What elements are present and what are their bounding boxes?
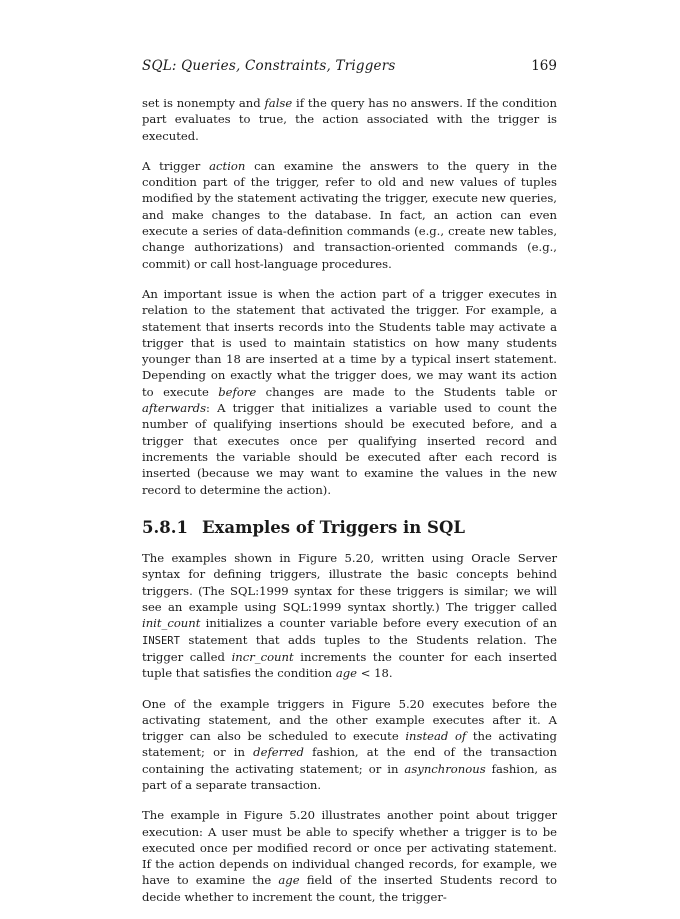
code-keyword: INSERT: [142, 634, 180, 647]
text-run: fashion, at the end of the transaction containing the activating statement; or in: [142, 745, 558, 776]
text-run: An important issue is when the action part of a trigger executes in relation to the statement that activated the trigger. For example, a statement that inserts records into the Students table may activate a trigger that is used to maintain statistics on how many students younger than 18 are inserted at a time by a typical insert statement. Depending on exactly what the trigger does, we may want its action to execute: [142, 286, 557, 399]
text-run: field of the inserted Students record to decide whether to increment the count, the trigger-: [142, 873, 558, 904]
text-run: can examine the answers to the query in the condition part of the trigger, refer to old and new values of tuples modified by the statement activating the trigger, execute new queries, and make changes to the database. In fact, an action can even execute a series of data-definition commands (e.g., create new tables, change authorizations) and transaction-oriented commands (e.g., commit) or call host-language procedures.: [142, 158, 558, 271]
emphasis: init_count: [142, 616, 201, 631]
text-run: if the query has no answers. If the condition part evaluates to true, the action associated with the trigger is executed.: [142, 96, 557, 143]
text-run: A trigger: [142, 158, 210, 173]
text-run: increments the counter for each inserted tuple that satisfies the condition: [142, 649, 557, 681]
page-number: 169: [531, 58, 557, 74]
text-run: One of the example triggers in Figure 5.20 executes before the activating statement, and the other example executes after it. A trigger can also be scheduled to execute: [142, 696, 557, 744]
paragraph-6: [142, 807, 557, 905]
emphasis: deferred: [253, 745, 304, 760]
text-run: : A trigger that initializes a variable used to count the number of qualifying insertions should be executed before, and a trigger that executes once per qualifying inserted record and increments the variable should be executed after each record is inserted (because we may want to examine the values in the new record to determine the action).: [142, 401, 557, 497]
paragraph-3: [142, 286, 557, 498]
text-run: the activating statement; or in: [142, 729, 557, 760]
emphasis: instead of: [405, 729, 467, 744]
section-title: Examples of Triggers in SQL: [201, 517, 465, 537]
emphasis: incr_count: [231, 649, 294, 664]
text-run: changes are made to the Students table or: [256, 384, 557, 399]
emphasis: age: [278, 873, 300, 888]
text-run: < 18.: [357, 666, 393, 681]
text-run: fashion, as part of a separate transaction.: [142, 761, 557, 792]
text-run: set is nonempty and: [142, 96, 265, 110]
running-title: SQL: Queries, Constraints, Triggers: [142, 58, 396, 74]
paragraph-4: [142, 550, 557, 681]
running-header: [142, 58, 557, 74]
paragraph-2: [142, 158, 557, 272]
emphasis: false: [264, 96, 293, 110]
text-run: The examples shown in Figure 5.20, written using Oracle Server syntax for defining triggers, illustrate the basic concepts behind triggers. (The SQL:1999 syntax for these triggers is similar; we will see an example using SQL:1999 syntax shortly.) The trigger called: [142, 551, 557, 615]
emphasis: before: [218, 384, 257, 399]
paragraph-1: [142, 95, 557, 144]
emphasis: asynchronous: [404, 761, 486, 776]
text-run: statement that adds tuples to the Students relation. The trigger called: [142, 632, 557, 664]
emphasis: age: [335, 666, 358, 681]
text-run: initializes a counter variable before every execution of an: [200, 616, 557, 631]
section-heading: [142, 517, 557, 537]
body-text: [142, 95, 557, 919]
text-run: The example in Figure 5.20 illustrates another point about trigger execution: A user must be able to specify whether a trigger is to be executed once per modified record or once per activating statement. If the action depends on individual changed records, for example, we have to examine the: [142, 808, 557, 888]
emphasis: action: [209, 158, 246, 173]
paragraph-5: [142, 696, 557, 794]
emphasis: afterwards: [142, 401, 207, 416]
section-number: 5.8.1: [142, 517, 188, 537]
